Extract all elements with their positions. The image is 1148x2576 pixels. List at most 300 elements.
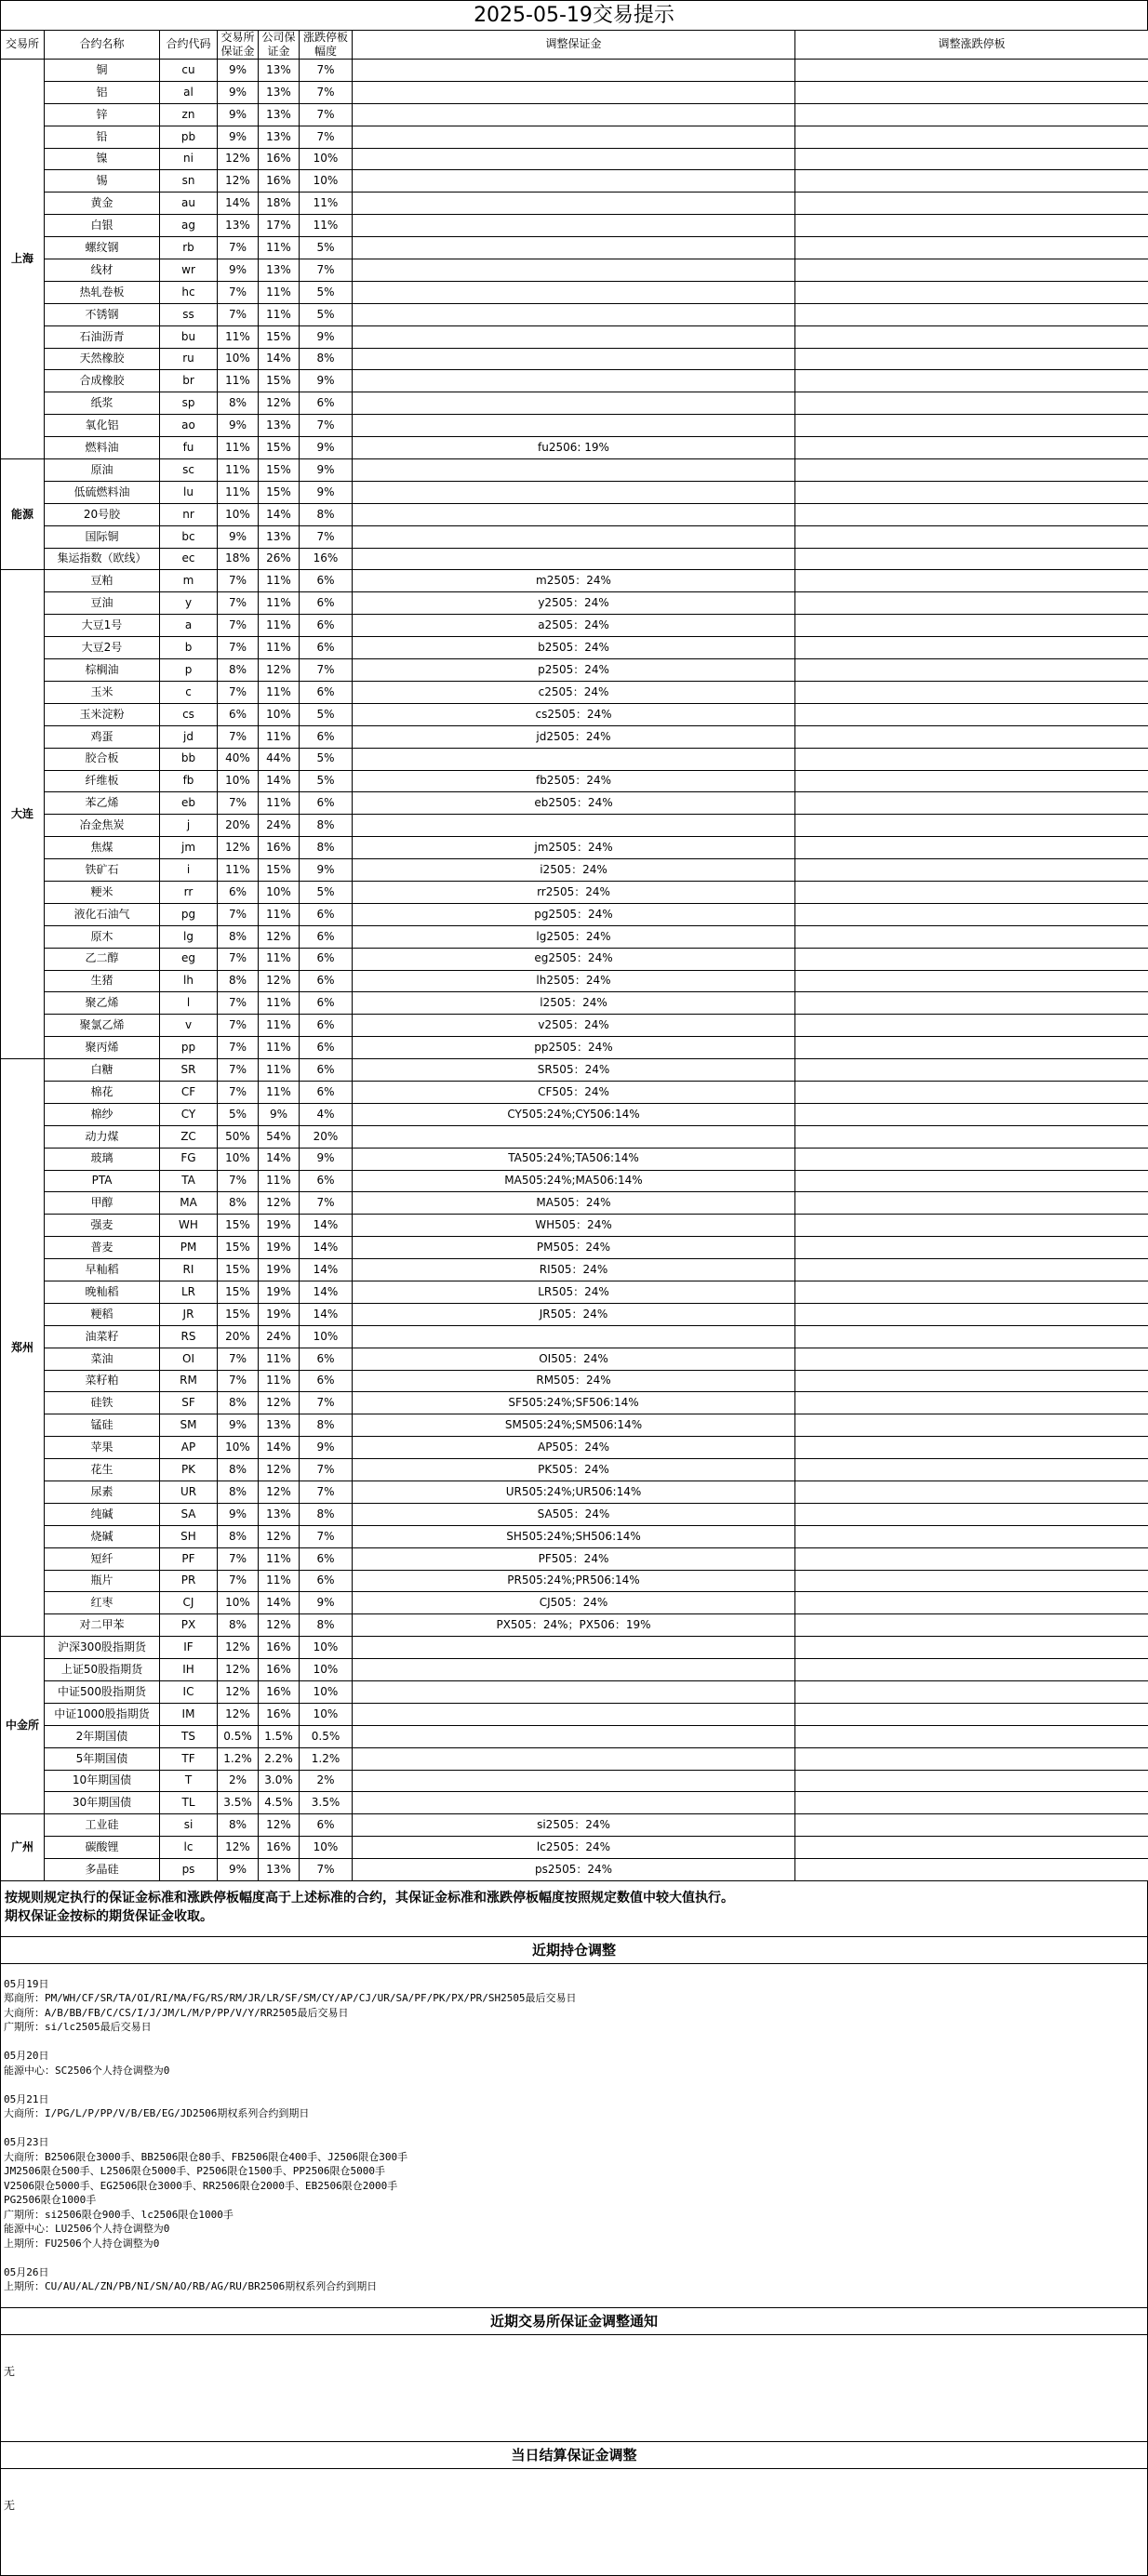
contract-name: 白银 <box>45 215 160 237</box>
company-margin: 3.0% <box>259 1770 300 1792</box>
adjust-limit <box>795 992 1148 1015</box>
company-margin: 24% <box>259 815 300 837</box>
contract-code: PK <box>160 1459 218 1481</box>
exchange-cell: 中金所 <box>1 1637 45 1814</box>
adjust-margin: SA505：24% <box>353 1503 795 1525</box>
limit-range: 10% <box>300 1637 353 1659</box>
contract-name: 冶金焦炭 <box>45 815 160 837</box>
company-margin: 13% <box>259 1414 300 1437</box>
adjust-limit <box>795 859 1148 882</box>
exchange-margin: 7% <box>218 725 259 748</box>
table-row <box>1 703 1148 725</box>
contract-code: lu <box>160 481 218 503</box>
contract-code: CF <box>160 1081 218 1103</box>
contract-name: 氧化铝 <box>45 415 160 437</box>
limit-range: 9% <box>300 459 353 482</box>
adjust-margin <box>353 481 795 503</box>
adjust-margin <box>353 370 795 392</box>
limit-range: 4% <box>300 1103 353 1125</box>
position-section-title: 近期持仓调整 <box>0 1936 1148 1964</box>
contract-code: m <box>160 570 218 592</box>
contract-name: 粳稻 <box>45 1303 160 1325</box>
contract-name: 原油 <box>45 459 160 482</box>
adjust-margin: si2505：24% <box>353 1814 795 1837</box>
adjust-margin: eb2505：24% <box>353 792 795 815</box>
adjust-limit <box>795 703 1148 725</box>
limit-range: 7% <box>300 1392 353 1414</box>
margin-table <box>0 30 1148 1881</box>
contract-name: 铝 <box>45 81 160 103</box>
adjust-limit <box>795 1703 1148 1725</box>
exchange-margin: 6% <box>218 703 259 725</box>
table-row <box>1 792 1148 815</box>
company-margin: 16% <box>259 170 300 193</box>
adjust-margin: ps2505：24% <box>353 1859 795 1881</box>
contract-name: 碳酸锂 <box>45 1837 160 1859</box>
adjust-limit <box>795 1570 1148 1592</box>
table-row <box>1 415 1148 437</box>
contract-code: T <box>160 1770 218 1792</box>
company-margin: 18% <box>259 193 300 215</box>
company-margin: 11% <box>259 792 300 815</box>
adjust-limit <box>795 659 1148 682</box>
contract-code: PF <box>160 1547 218 1570</box>
limit-range: 6% <box>300 903 353 925</box>
exchange-margin: 7% <box>218 281 259 303</box>
company-margin: 19% <box>259 1237 300 1259</box>
contract-code: UR <box>160 1481 218 1504</box>
exchange-margin: 12% <box>218 170 259 193</box>
adjust-margin: y2505：24% <box>353 592 795 615</box>
adjust-limit <box>795 81 1148 103</box>
adjust-limit <box>795 1792 1148 1814</box>
limit-range: 9% <box>300 370 353 392</box>
adjust-limit <box>795 1659 1148 1681</box>
adjust-limit <box>795 925 1148 948</box>
exchange-margin: 8% <box>218 1481 259 1504</box>
contract-name: 中证500股指期货 <box>45 1681 160 1704</box>
company-margin: 11% <box>259 237 300 259</box>
company-margin: 26% <box>259 548 300 570</box>
adjust-margin <box>353 303 795 325</box>
table-row <box>1 259 1148 282</box>
contract-name: 中证1000股指期货 <box>45 1703 160 1725</box>
company-margin: 11% <box>259 281 300 303</box>
limit-range: 6% <box>300 925 353 948</box>
adjust-limit <box>795 1325 1148 1348</box>
exchange-margin: 10% <box>218 1437 259 1459</box>
table-row <box>1 1170 1148 1192</box>
adjust-margin: MA505：24% <box>353 1192 795 1215</box>
exchange-margin: 7% <box>218 992 259 1015</box>
contract-code: TF <box>160 1747 218 1770</box>
contract-name: 螺纹钢 <box>45 237 160 259</box>
table-row <box>1 615 1148 637</box>
contract-code: PM <box>160 1237 218 1259</box>
adjust-limit <box>795 1592 1148 1614</box>
adjust-limit <box>795 1259 1148 1281</box>
company-margin: 19% <box>259 1215 300 1237</box>
contract-name: 苯乙烯 <box>45 792 160 815</box>
exchange-margin: 10% <box>218 348 259 370</box>
adjust-margin <box>353 503 795 525</box>
company-margin: 9% <box>259 1103 300 1125</box>
limit-range: 10% <box>300 1325 353 1348</box>
contract-code: au <box>160 193 218 215</box>
table-row <box>1 1859 1148 1881</box>
limit-range: 8% <box>300 1414 353 1437</box>
table-row <box>1 1570 1148 1592</box>
contract-name: PTA <box>45 1170 160 1192</box>
adjust-limit <box>795 1503 1148 1525</box>
table-row <box>1 1414 1148 1437</box>
company-margin: 15% <box>259 859 300 882</box>
adjust-margin: l2505：24% <box>353 992 795 1015</box>
company-margin: 11% <box>259 1348 300 1370</box>
adjust-limit <box>795 1281 1148 1303</box>
table-row <box>1 1681 1148 1704</box>
contract-code: zn <box>160 103 218 126</box>
exchange-margin: 12% <box>218 1659 259 1681</box>
company-margin: 19% <box>259 1303 300 1325</box>
contract-code: ec <box>160 548 218 570</box>
adjust-margin: SH505:24%;SH506:14% <box>353 1525 795 1547</box>
contract-name: 晚籼稻 <box>45 1281 160 1303</box>
contract-code: AP <box>160 1437 218 1459</box>
table-row <box>1 1103 1148 1125</box>
exchange-margin: 9% <box>218 1503 259 1525</box>
exchange-cell: 大连 <box>1 570 45 1059</box>
exchange-margin: 8% <box>218 392 259 415</box>
adjust-margin: CY505:24%;CY506:14% <box>353 1103 795 1125</box>
adjust-limit <box>795 1103 1148 1125</box>
exchange-margin: 8% <box>218 925 259 948</box>
limit-range: 6% <box>300 992 353 1015</box>
exchange-margin: 7% <box>218 681 259 703</box>
adjust-margin <box>353 325 795 348</box>
company-margin: 12% <box>259 1192 300 1215</box>
header-code: 合约代码 <box>160 31 218 60</box>
contract-name: 低硫燃料油 <box>45 481 160 503</box>
exchange-margin: 10% <box>218 1148 259 1170</box>
adjust-limit <box>795 1547 1148 1570</box>
adjust-margin: CJ505：24% <box>353 1592 795 1614</box>
table-row <box>1 1792 1148 1814</box>
table-row <box>1 193 1148 215</box>
contract-name: 瓶片 <box>45 1570 160 1592</box>
adjust-limit <box>795 770 1148 792</box>
contract-code: IF <box>160 1637 218 1659</box>
contract-code: eg <box>160 948 218 970</box>
contract-code: bb <box>160 748 218 770</box>
table-row <box>1 392 1148 415</box>
contract-code: PR <box>160 1570 218 1592</box>
adjust-margin: pp2505：24% <box>353 1037 795 1059</box>
company-margin: 12% <box>259 1814 300 1837</box>
adjust-limit <box>795 1348 1148 1370</box>
contract-code: pg <box>160 903 218 925</box>
company-margin: 10% <box>259 703 300 725</box>
adjust-limit <box>795 1481 1148 1504</box>
exchange-margin: 7% <box>218 237 259 259</box>
company-margin: 12% <box>259 659 300 682</box>
adjust-margin <box>353 748 795 770</box>
contract-name: 纯碱 <box>45 1503 160 1525</box>
contract-name: 液化石油气 <box>45 903 160 925</box>
adjust-limit <box>795 903 1148 925</box>
exchange-margin: 7% <box>218 948 259 970</box>
contract-name: 硅铁 <box>45 1392 160 1414</box>
company-margin: 11% <box>259 903 300 925</box>
contract-name: 胶合板 <box>45 748 160 770</box>
adjust-margin <box>353 525 795 548</box>
header-limit: 涨跌停板幅度 <box>300 31 353 60</box>
adjust-margin: RM505：24% <box>353 1370 795 1392</box>
adjust-margin: a2505：24% <box>353 615 795 637</box>
adjust-limit <box>795 1814 1148 1837</box>
exchange-margin: 12% <box>218 1837 259 1859</box>
company-margin: 16% <box>259 1637 300 1659</box>
exchange-margin: 11% <box>218 481 259 503</box>
exchange-margin: 18% <box>218 548 259 570</box>
limit-range: 2% <box>300 1770 353 1792</box>
table-row <box>1 370 1148 392</box>
contract-code: TS <box>160 1725 218 1747</box>
contract-name: 热轧卷板 <box>45 281 160 303</box>
table-row <box>1 237 1148 259</box>
adjust-limit <box>795 748 1148 770</box>
limit-range: 9% <box>300 481 353 503</box>
table-row <box>1 303 1148 325</box>
table-row <box>1 1348 1148 1370</box>
adjust-limit <box>795 637 1148 659</box>
adjust-limit <box>795 1370 1148 1392</box>
exchange-margin: 15% <box>218 1281 259 1303</box>
adjust-limit <box>795 503 1148 525</box>
adjust-margin: RI505：24% <box>353 1259 795 1281</box>
contract-name: 锌 <box>45 103 160 126</box>
contract-code: j <box>160 815 218 837</box>
exchange-cell: 能源 <box>1 459 45 570</box>
adjust-limit <box>795 1770 1148 1792</box>
contract-code: ru <box>160 348 218 370</box>
limit-range: 5% <box>300 770 353 792</box>
exchange-margin: 9% <box>218 259 259 282</box>
contract-code: sn <box>160 170 218 193</box>
limit-range: 6% <box>300 1547 353 1570</box>
limit-range: 10% <box>300 148 353 170</box>
company-margin: 11% <box>259 592 300 615</box>
adjust-margin: CF505：24% <box>353 1081 795 1103</box>
contract-name: 多晶硅 <box>45 1859 160 1881</box>
adjust-margin: PR505:24%;PR506:14% <box>353 1570 795 1592</box>
limit-range: 6% <box>300 792 353 815</box>
contract-name: 对二甲苯 <box>45 1614 160 1637</box>
limit-range: 7% <box>300 126 353 148</box>
exchange-margin: 3.5% <box>218 1792 259 1814</box>
limit-range: 7% <box>300 259 353 282</box>
adjust-limit <box>795 1637 1148 1659</box>
company-margin: 13% <box>259 103 300 126</box>
company-margin: 11% <box>259 303 300 325</box>
table-row <box>1 570 1148 592</box>
limit-range: 6% <box>300 570 353 592</box>
limit-range: 7% <box>300 1192 353 1215</box>
adjust-limit <box>795 837 1148 859</box>
company-margin: 14% <box>259 1592 300 1614</box>
company-margin: 11% <box>259 570 300 592</box>
limit-range: 10% <box>300 1837 353 1859</box>
exchange-margin: 12% <box>218 148 259 170</box>
table-row <box>1 170 1148 193</box>
contract-name: 短纤 <box>45 1547 160 1570</box>
adjust-limit <box>795 437 1148 459</box>
adjust-limit <box>795 481 1148 503</box>
contract-code: FG <box>160 1148 218 1170</box>
contract-name: 大豆1号 <box>45 615 160 637</box>
contract-code: sp <box>160 392 218 415</box>
table-row <box>1 592 1148 615</box>
adjust-margin <box>353 1325 795 1348</box>
table-row <box>1 459 1148 482</box>
exchange-margin: 0.5% <box>218 1725 259 1747</box>
contract-name: 烧碱 <box>45 1525 160 1547</box>
limit-range: 6% <box>300 1037 353 1059</box>
contract-code: IC <box>160 1681 218 1704</box>
contract-code: ZC <box>160 1125 218 1148</box>
exchange-margin: 7% <box>218 1037 259 1059</box>
limit-range: 6% <box>300 1348 353 1370</box>
exchange-margin: 50% <box>218 1125 259 1148</box>
limit-range: 14% <box>300 1303 353 1325</box>
limit-range: 6% <box>300 1170 353 1192</box>
limit-range: 1.2% <box>300 1747 353 1770</box>
exchange-margin: 7% <box>218 1081 259 1103</box>
contract-code: ao <box>160 415 218 437</box>
limit-range: 10% <box>300 1703 353 1725</box>
adjust-margin <box>353 1747 795 1770</box>
contract-name: 沪深300股指期货 <box>45 1637 160 1659</box>
adjust-limit <box>795 1414 1148 1437</box>
table-row <box>1 437 1148 459</box>
company-margin: 12% <box>259 970 300 992</box>
limit-range: 9% <box>300 1592 353 1614</box>
limit-range: 3.5% <box>300 1792 353 1814</box>
contract-name: 纤维板 <box>45 770 160 792</box>
exchange-margin: 7% <box>218 570 259 592</box>
contract-name: 普麦 <box>45 1237 160 1259</box>
adjust-margin <box>353 1637 795 1659</box>
table-row <box>1 548 1148 570</box>
company-margin: 11% <box>259 1570 300 1592</box>
exchange-margin: 8% <box>218 1459 259 1481</box>
adjust-margin: m2505：24% <box>353 570 795 592</box>
exchange-margin: 8% <box>218 659 259 682</box>
exchange-margin: 10% <box>218 1592 259 1614</box>
contract-code: l <box>160 992 218 1015</box>
exchange-margin: 7% <box>218 637 259 659</box>
table-row <box>1 992 1148 1015</box>
contract-code: v <box>160 1015 218 1037</box>
company-margin: 15% <box>259 481 300 503</box>
adjust-margin: MA505:24%;MA506:14% <box>353 1170 795 1192</box>
company-margin: 11% <box>259 1037 300 1059</box>
company-margin: 16% <box>259 1837 300 1859</box>
exchange-margin: 7% <box>218 792 259 815</box>
contract-name: 棉纱 <box>45 1103 160 1125</box>
limit-range: 16% <box>300 548 353 570</box>
contract-code: sc <box>160 459 218 482</box>
contract-code: bu <box>160 325 218 348</box>
contract-code: si <box>160 1814 218 1837</box>
contract-code: JR <box>160 1303 218 1325</box>
company-margin: 13% <box>259 259 300 282</box>
limit-range: 6% <box>300 725 353 748</box>
adjust-margin: eg2505：24% <box>353 948 795 970</box>
table-row <box>1 1148 1148 1170</box>
adjust-margin: c2505：24% <box>353 681 795 703</box>
company-margin: 13% <box>259 60 300 82</box>
limit-range: 0.5% <box>300 1725 353 1747</box>
table-row <box>1 903 1148 925</box>
contract-name: 棕榈油 <box>45 659 160 682</box>
table-row <box>1 1015 1148 1037</box>
limit-range: 10% <box>300 1659 353 1681</box>
contract-name: 豆油 <box>45 592 160 615</box>
exchange-margin: 11% <box>218 370 259 392</box>
table-row <box>1 1547 1148 1570</box>
company-margin: 13% <box>259 1503 300 1525</box>
contract-code: IH <box>160 1659 218 1681</box>
contract-name: 锡 <box>45 170 160 193</box>
position-section-body: 05月19日 郑商所：PM/WH/CF/SR/TA/OI/RI/MA/FG/RS/RM/JR/LR/SF/SM/CY/AP/CJ/UR/SA/PF/PK/PX/PR/SH2505最后交易日 大商所：A/B/BB/FB/C/CS/I/J/JM/L/M/P/PP/V/Y/RR2505最后交易日 广期所：si/lc2505最后交易日 05月20日 能源中心：SC2506个人持仓调整为0 05月21日 大商所：I/PG/L/P/PP/V/B/EB/EG/JD2506期权系列合约到期日 05月23日 大商所：B2506限仓3000手、BB2506限仓80手、FB2506限仓400手、J2506限仓300手 JM2506限仓500手、L2506限仓5000手、P2506限仓1500手、PP2506限仓5000手 V2506限仓5000手、EG2506限仓3000手、RR2506限仓2000手、EB2506限仓2000手 PG2506限仓1000手 广期所：si2506限仓900手、lc2506限仓1000手 能源中心：LU2506个人持仓调整为0 上期所：FU2506个人持仓调整为0 05月26日 上期所：CU/AU/AL/ZN/PB/NI/SN/AO/RB/AG/RU/BR2506期权系列合约到期日 <box>0 1964 1148 2307</box>
adjust-margin: v2505：24% <box>353 1015 795 1037</box>
margin-notice-body: 无 <box>0 2335 1148 2441</box>
contract-name: 鸡蛋 <box>45 725 160 748</box>
adjust-limit <box>795 1859 1148 1881</box>
limit-range: 9% <box>300 437 353 459</box>
contract-name: 红枣 <box>45 1592 160 1614</box>
company-margin: 13% <box>259 126 300 148</box>
contract-code: RI <box>160 1259 218 1281</box>
limit-range: 6% <box>300 1081 353 1103</box>
adjust-margin: PF505：24% <box>353 1547 795 1570</box>
contract-name: 镍 <box>45 148 160 170</box>
limit-range: 7% <box>300 1459 353 1481</box>
table-row <box>1 1325 1148 1348</box>
table-row <box>1 348 1148 370</box>
contract-name: 菜油 <box>45 1348 160 1370</box>
contract-name: 尿素 <box>45 1481 160 1504</box>
adjust-limit <box>795 1037 1148 1059</box>
adjust-margin <box>353 548 795 570</box>
exchange-margin: 7% <box>218 1059 259 1082</box>
exchange-margin: 12% <box>218 1703 259 1725</box>
limit-range: 8% <box>300 1503 353 1525</box>
adjust-limit <box>795 881 1148 903</box>
adjust-limit <box>795 1437 1148 1459</box>
adjust-limit <box>795 459 1148 482</box>
contract-name: 白糖 <box>45 1059 160 1082</box>
table-row <box>1 60 1148 82</box>
contract-name: 线材 <box>45 259 160 282</box>
exchange-margin: 10% <box>218 770 259 792</box>
table-row <box>1 1437 1148 1459</box>
adjust-limit <box>795 215 1148 237</box>
adjust-limit <box>795 592 1148 615</box>
company-margin: 14% <box>259 770 300 792</box>
contract-code: fb <box>160 770 218 792</box>
